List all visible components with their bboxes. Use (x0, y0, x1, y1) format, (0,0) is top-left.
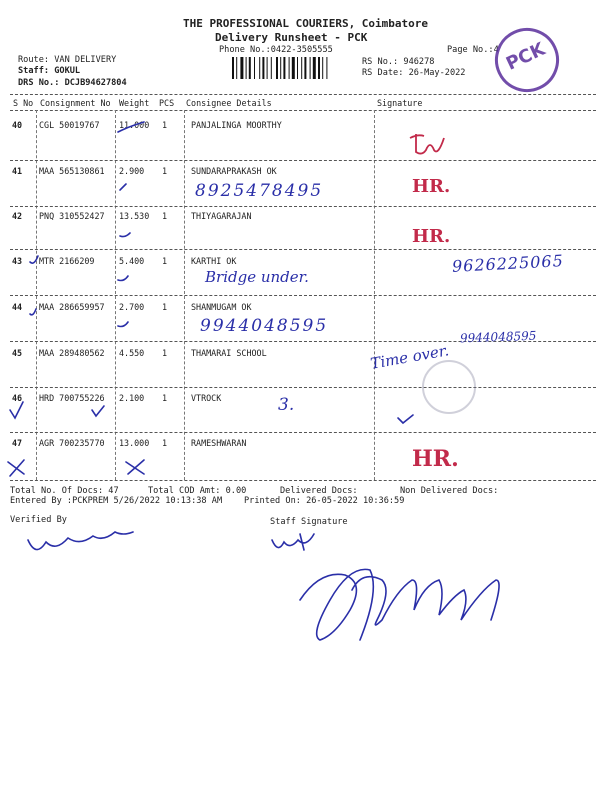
cross-mark (8, 460, 24, 476)
row-weight: 11.000 (119, 120, 150, 130)
row-pcs: 1 (162, 120, 168, 130)
row-consignment: MTR 2166209 (39, 256, 95, 266)
staff-signature-label: Staff Signature (270, 517, 348, 527)
row-weight: 13.000 (119, 438, 150, 448)
tick-mark (92, 406, 104, 416)
signature-phone-44: 9944048595 (459, 328, 537, 346)
row-consignment: HRD 700755226 (39, 393, 105, 403)
tick-mark (118, 322, 128, 327)
tick-mark (10, 402, 23, 418)
col-header-pcs: PCS (159, 98, 175, 108)
row-consignee: VTROCK (191, 393, 222, 403)
signature-47: HR. (412, 446, 459, 472)
staff-initials-scrawl (272, 534, 314, 550)
row-weight: 5.400 (119, 256, 145, 266)
row-consignee: SUNDARAPRAKASH OK (191, 166, 277, 176)
row-weight: 2.100 (119, 393, 145, 403)
row-consignee: RAMESHWARAN (191, 438, 247, 448)
tick-mark (120, 184, 126, 190)
row-consignee: KARTHI OK (191, 256, 237, 266)
col-header-signature: Signature (377, 98, 423, 108)
row-pcs: 1 (162, 302, 168, 312)
row-sno: 47 (12, 438, 23, 448)
row-sno: 46 (12, 393, 23, 403)
row-consignment: CGL 50019767 (39, 120, 100, 130)
tick-mark (120, 233, 130, 237)
company-name: THE PROFESSIONAL COURIERS, Coimbatore (183, 17, 429, 30)
non-delivered-docs: Non Delivered Docs: (400, 486, 499, 496)
tick-mark (118, 276, 128, 281)
cross-mark (126, 460, 144, 474)
row-sno: 41 (12, 166, 23, 176)
col-header-consignment: Consignment No (40, 98, 111, 108)
row-weight: 2.700 (119, 302, 145, 312)
total-cod: Total COD Amt: 0.00 (148, 486, 247, 496)
staff-label: Staff: GOKUL (18, 66, 81, 76)
col-header-consignee: Consignee Details (186, 98, 272, 108)
row-consignment: MAA 289480562 (39, 348, 105, 358)
row-sno: 42 (12, 211, 23, 221)
printed-on: Printed On: 26-05-2022 10:36:59 (244, 496, 405, 506)
signature-41: HR. (412, 176, 451, 197)
tick-mark (118, 122, 144, 132)
col-header-weight: Weight (119, 98, 150, 108)
row-sno: 40 (12, 120, 23, 130)
handwritten-phone-44: 9944048595 (200, 316, 329, 336)
row-pcs: 1 (162, 166, 168, 176)
row-sno: 45 (12, 348, 23, 358)
tick-mark (30, 309, 36, 315)
row-sno: 43 (12, 256, 23, 266)
drs-number: DRS No.: DCJB94627804 (18, 78, 127, 88)
row-consignment: MAA 286659957 (39, 302, 105, 312)
phone-number: Phone No.:0422-3505555 (219, 45, 333, 55)
row-weight: 4.550 (119, 348, 145, 358)
row-pcs: 1 (162, 211, 168, 221)
handwritten-phone-41: 8925478495 (195, 181, 324, 201)
row-pcs: 1 (162, 348, 168, 358)
signature-phone-43: 9626225065 (451, 251, 565, 276)
delivered-docs: Delivered Docs: (280, 486, 358, 496)
staff-signature-scrawl (300, 569, 499, 640)
total-docs: Total No. Of Docs: 47 (10, 486, 119, 496)
tick-mark (30, 256, 38, 263)
handwritten-note-46: 3. (278, 395, 295, 415)
handwritten-note-43: Bridge under. (205, 268, 309, 286)
row-pcs: 1 (162, 438, 168, 448)
route-label: Route: VAN DELIVERY (18, 55, 117, 65)
row-consignment: PNQ 310552427 (39, 211, 105, 221)
office-stamp (422, 360, 476, 414)
signature-note-45: Time over. (369, 341, 451, 373)
row-weight: 2.900 (119, 166, 145, 176)
page-number: Page No.:4 (447, 45, 499, 55)
col-header-sno: S No (13, 98, 34, 108)
verified-signature-scrawl (28, 532, 133, 550)
row-consignee: THAMARAI SCHOOL (191, 348, 267, 358)
stamp-text: PCK (502, 38, 549, 75)
row-pcs: 1 (162, 393, 168, 403)
row-consignment: AGR 700235770 (39, 438, 105, 448)
verified-by-label: Verified By (10, 515, 67, 525)
row-pcs: 1 (162, 256, 168, 266)
signature-40 (410, 134, 444, 154)
row-sno: 44 (12, 302, 23, 312)
entered-by: Entered By :PCKPREM 5/26/2022 10:13:38 AM (10, 496, 223, 506)
rs-number: RS No.: 946278 (362, 57, 435, 67)
row-consignee: PANJALINGA MOORTHY (191, 120, 282, 130)
row-weight: 13.530 (119, 211, 150, 221)
runsheet-title: Delivery Runsheet - PCK (215, 31, 368, 44)
row-consignee: SHANMUGAM OK (191, 302, 252, 312)
row-consignment: MAA 565130861 (39, 166, 105, 176)
tick-mark (398, 415, 413, 423)
row-consignee: THIYAGARAJAN (191, 211, 252, 221)
signature-42: HR. (412, 226, 451, 247)
rs-date: RS Date: 26-May-2022 (362, 68, 466, 78)
